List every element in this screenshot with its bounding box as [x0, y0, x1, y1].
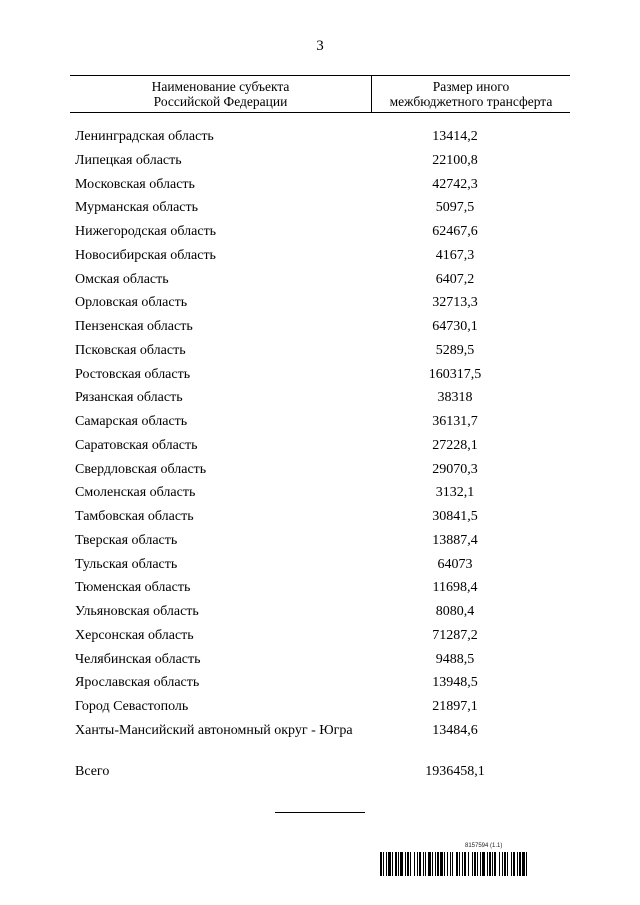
- region-name: Тамбовская область: [75, 509, 194, 524]
- table-row: [75, 318, 575, 342]
- region-name: Ханты-Мансийский автономный округ - Югра: [75, 722, 353, 738]
- region-name: Самарская область: [75, 414, 188, 429]
- transfer-amount: 5097,5: [435, 200, 475, 216]
- transfer-amount: 42742,3: [432, 176, 478, 192]
- table-body: [75, 128, 575, 787]
- region-name: Херсонская область: [75, 627, 194, 643]
- table-row: [75, 271, 575, 295]
- transfer-amount: 64073: [437, 556, 473, 572]
- table-row: [75, 484, 575, 508]
- total-row: [75, 763, 575, 787]
- transfer-amount: 13887,4: [432, 532, 478, 548]
- transfer-amount: 4167,3: [435, 247, 475, 263]
- table-row: [75, 437, 575, 461]
- total-label: Всего: [75, 763, 110, 779]
- region-name: Липецкая область: [75, 152, 182, 168]
- region-name: Московская область: [75, 176, 195, 192]
- region-name: Пензенская область: [75, 319, 193, 334]
- region-name: Псковская область: [75, 342, 186, 358]
- region-name: Тульская область: [75, 556, 178, 572]
- header-amount-line-1: Размер иного: [432, 79, 510, 94]
- header-name-column: [70, 76, 372, 112]
- transfer-amount: 6407,2: [435, 271, 475, 287]
- table-row: [75, 603, 575, 627]
- header-name-line-1: Наименование субъекта: [151, 79, 290, 94]
- table-row: [75, 722, 575, 763]
- transfer-amount: 22100,8: [432, 152, 478, 168]
- region-name: Ленинградская область: [75, 129, 214, 144]
- region-name: Орловская область: [75, 295, 188, 311]
- region-name: Челябинская область: [75, 651, 201, 667]
- region-name: Нижегородская область: [75, 224, 217, 239]
- transfer-amount: 13414,2: [432, 129, 478, 144]
- document-code: 8157594 (1.1): [465, 843, 503, 849]
- region-name: Смоленская область: [75, 485, 196, 501]
- table-row: [75, 176, 575, 200]
- region-name: Ростовская область: [75, 366, 191, 382]
- table-row: [75, 532, 575, 556]
- transfer-amount: 27228,1: [432, 437, 478, 453]
- region-name: Тверская область: [75, 532, 178, 548]
- total-amount: 1936458,1: [425, 763, 485, 779]
- transfer-amount: 62467,6: [432, 224, 478, 239]
- transfer-amount: 8080,4: [435, 604, 475, 619]
- region-name: Мурманская область: [75, 200, 199, 216]
- transfer-amount: 29070,3: [432, 461, 478, 477]
- region-name: Омская область: [75, 271, 169, 287]
- region-name: Рязанская область: [75, 390, 183, 406]
- table-row: [75, 247, 575, 271]
- table-row: [75, 152, 575, 176]
- end-of-table-divider: [275, 812, 365, 813]
- table-row: [75, 294, 575, 318]
- table-row: [75, 556, 575, 580]
- transfer-amount: 5289,5: [435, 342, 475, 358]
- table-row: [75, 698, 575, 722]
- transfer-amount: 36131,7: [432, 414, 478, 429]
- table-row: [75, 366, 575, 390]
- page-number: 3: [316, 38, 324, 54]
- barcode: [380, 852, 605, 876]
- region-name: Саратовская область: [75, 437, 198, 453]
- transfer-amount: 13948,5: [432, 675, 478, 691]
- transfer-amount: 30841,5: [432, 509, 478, 524]
- header-amount-line-2: межбюджетного трансферта: [389, 94, 553, 109]
- region-name: Тюменская область: [75, 580, 191, 596]
- table-row: [75, 579, 575, 603]
- transfer-amount: 64730,1: [432, 319, 478, 334]
- table-row: [75, 199, 575, 223]
- table-row: [75, 413, 575, 437]
- table-row: [75, 508, 575, 532]
- table-row: [75, 627, 575, 651]
- region-name: Город Севастополь: [75, 699, 189, 714]
- table-row: [75, 651, 575, 675]
- transfer-amount: 9488,5: [435, 651, 475, 667]
- transfer-amount: 32713,3: [432, 295, 478, 311]
- region-name: Ярославская область: [75, 675, 200, 691]
- table-row: [75, 342, 575, 366]
- table-row: [75, 128, 575, 152]
- table-header: [70, 75, 570, 113]
- transfer-amount: 11698,4: [432, 580, 478, 596]
- transfer-amount: 160317,5: [428, 366, 482, 382]
- transfer-amount: 71287,2: [432, 627, 478, 643]
- transfer-amount: 38318: [437, 390, 473, 406]
- region-name: Свердловская область: [75, 461, 207, 477]
- transfer-amount: 3132,1: [435, 485, 475, 501]
- header-name-line-2: Российской Федерации: [153, 94, 288, 109]
- table-row: [75, 674, 575, 698]
- transfer-amount: 13484,6: [432, 722, 478, 738]
- table-row: [75, 461, 575, 485]
- table-row: [75, 389, 575, 413]
- table-row: [75, 223, 575, 247]
- header-amount-column: [372, 76, 570, 112]
- region-name: Новосибирская область: [75, 247, 216, 263]
- region-name: Ульяновская область: [75, 604, 199, 619]
- transfer-amount: 21897,1: [432, 699, 478, 714]
